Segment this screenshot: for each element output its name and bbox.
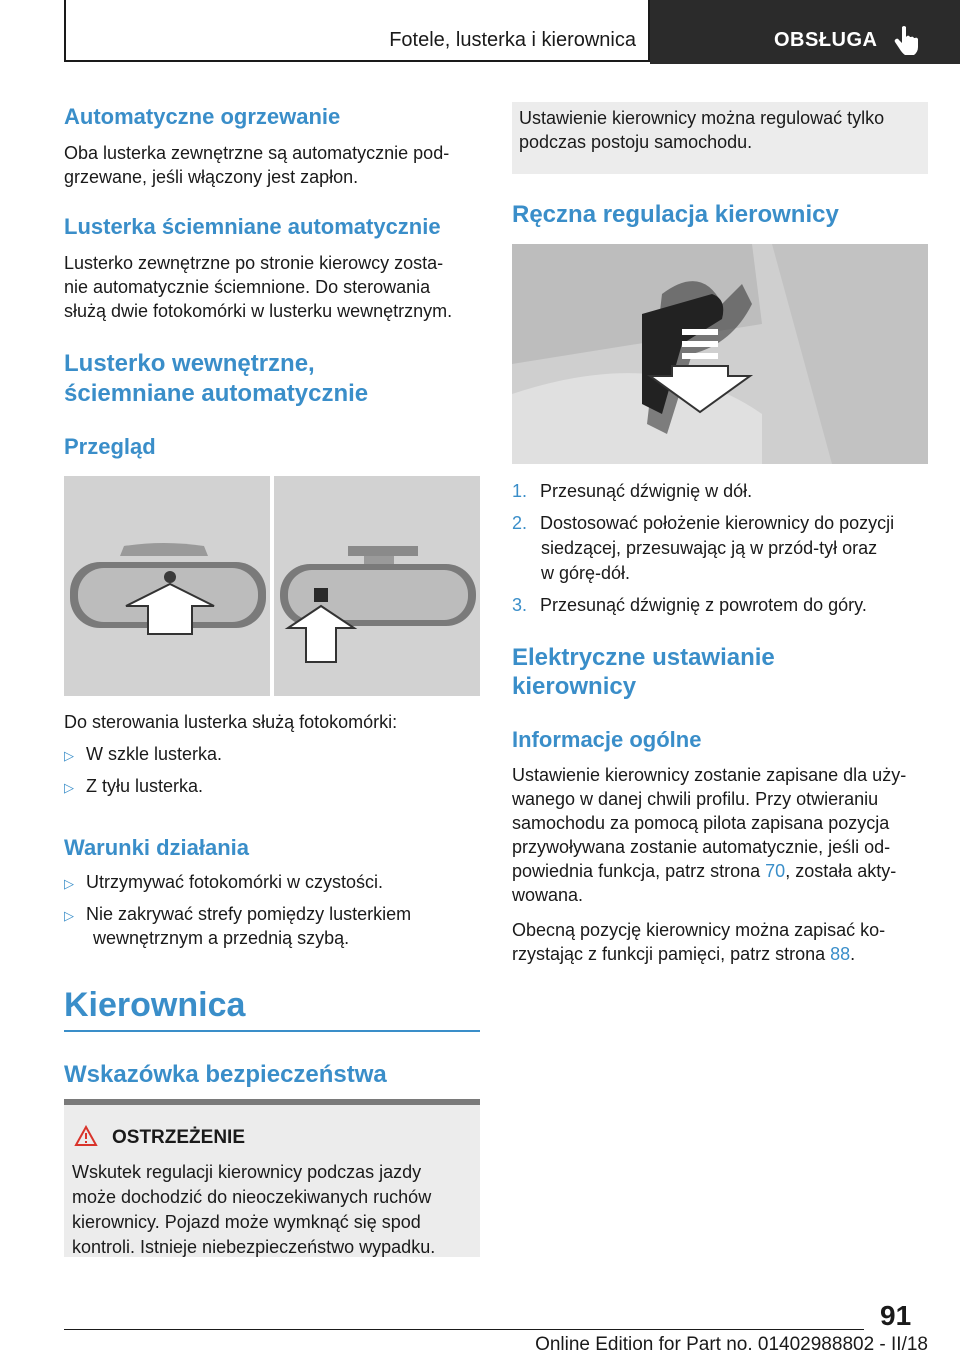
list-item: [64, 902, 411, 928]
steering-lever-illustration: [512, 244, 928, 464]
list-item-text: Utrzymywać fotokomórki w czystości.: [86, 872, 384, 892]
step-text-continuation: siedzącej, przesuwając ją w przód-tył oraz: [541, 538, 878, 558]
conditions-heading: Warunki działania: [64, 835, 250, 860]
step-text: Dostosować położenie kierownicy do pozycji: [540, 513, 895, 533]
warning-title: OSTRZEŻENIE: [112, 1127, 246, 1148]
warning-text-line: kontroli. Istnieje niebezpieczeństwo wypadku.: [72, 1237, 436, 1257]
general-line: samochodu za pomocą pilota zapisana pozycja: [512, 813, 890, 833]
auto-dim-text-2: nie automatycznie ściemnione. Do sterowania: [64, 277, 431, 297]
step-text: Przesunąć dźwignię w dół.: [540, 481, 753, 501]
step-number: 2.: [512, 513, 528, 533]
hand-pointer-icon: [893, 24, 921, 56]
memory-line: Obecną pozycję kierownicy można zapisać ko-: [512, 920, 886, 940]
inner-mirror-heading-1: Lusterko wewnętrzne,: [64, 350, 315, 377]
general-line-text: powiednia funkcja, patrz strona: [512, 861, 766, 881]
auto-heating-heading: Automatyczne ogrzewanie: [64, 104, 341, 129]
step-item: [512, 511, 894, 535]
warning-text-line: Wskutek regulacji kierownicy podczas jazdy: [72, 1162, 422, 1182]
manual-adjust-heading: Ręczna regulacja kierownicy: [512, 201, 839, 228]
triangle-bullet-icon: ▷: [64, 876, 74, 891]
step-number: 3.: [512, 595, 528, 615]
step-text: Przesunąć dźwignię z powrotem do góry.: [540, 595, 867, 615]
step-item: [512, 479, 752, 503]
general-line: przywoływana zostanie automatycznie, jeśli od-: [512, 837, 891, 857]
electric-heading-2: kierownicy: [512, 673, 637, 700]
general-line: Ustawienie kierownicy zostanie zapisane dla uży-: [512, 765, 907, 785]
note-line: Ustawienie kierownicy można regulować tylko: [519, 108, 885, 128]
note-line: podczas postoju samochodu.: [519, 132, 753, 152]
general-info-heading: Informacje ogólne: [512, 727, 702, 752]
auto-heating-text-2: grzewane, jeśli włączony jest zapłon.: [64, 167, 359, 187]
page-link-88[interactable]: 88: [830, 944, 851, 964]
page-link-70[interactable]: 70: [765, 861, 786, 881]
general-line: wowana.: [512, 885, 584, 905]
auto-dim-text-3: służą dwie fotokomórki w lusterku wewnętrznym.: [64, 301, 453, 321]
overview-heading: Przegląd: [64, 434, 156, 459]
list-item: [64, 742, 222, 768]
triangle-bullet-icon: ▷: [64, 748, 74, 763]
auto-heating-text-1: Oba lusterka zewnętrzne są automatycznie pod-: [64, 143, 450, 163]
list-item-text: W szkle lusterka.: [86, 744, 223, 764]
steering-heading: Kierownica: [64, 986, 246, 1024]
auto-dim-heading: Lusterka ściemniane automatycznie: [64, 214, 441, 239]
memory-line: [512, 942, 855, 966]
step-text-continuation: w górę-dół.: [541, 563, 631, 583]
warning-triangle-icon: [74, 1125, 98, 1147]
photocell-intro: Do sterowania lusterka służą fotokomórki:: [64, 712, 398, 732]
triangle-bullet-icon: ▷: [64, 780, 74, 795]
step-number: 1.: [512, 481, 528, 501]
list-item-text: Z tyłu lusterka.: [86, 776, 204, 796]
general-line: wanego w danej chwili profilu. Przy otwieraniu: [512, 789, 879, 809]
list-item: [64, 870, 383, 896]
inner-mirror-heading-2: ściemniane automatycznie: [64, 380, 369, 407]
footer-edition: Online Edition for Part no. 01402988802 - II/18: [535, 1334, 928, 1355]
safety-heading: Wskazówka bezpieczeństwa: [64, 1061, 387, 1088]
mirror-photocells-illustration: [64, 476, 480, 696]
step-item: [512, 593, 867, 617]
list-item: [64, 774, 203, 800]
heading-rule: [64, 1030, 480, 1032]
electric-heading-1: Elektryczne ustawianie: [512, 644, 775, 671]
memory-line-text: .: [850, 944, 856, 964]
auto-dim-text-1: Lusterko zewnętrzne po stronie kierowcy zosta-: [64, 253, 444, 273]
list-item-continuation: wewnętrznym a przednią szybą.: [93, 928, 350, 948]
memory-line-text: rzystając z funkcji pamięci, patrz strona: [512, 944, 831, 964]
page-number: 91: [880, 1300, 912, 1331]
footer-rule: [64, 1329, 864, 1330]
section-title: Fotele, lusterka i kierownica: [389, 29, 636, 51]
warning-text-line: kierownicy. Pojazd może wymknąć się spod: [72, 1212, 421, 1232]
list-item-text: Nie zakrywać strefy pomiędzy lusterkiem: [86, 904, 412, 924]
general-line-text: , została akty-: [785, 861, 897, 881]
triangle-bullet-icon: ▷: [64, 908, 74, 923]
general-line: [512, 859, 896, 883]
section-tab-label[interactable]: OBSŁUGA: [774, 29, 878, 51]
warning-text-line: może dochodzić do nieoczekiwanych ruchów: [72, 1187, 432, 1207]
